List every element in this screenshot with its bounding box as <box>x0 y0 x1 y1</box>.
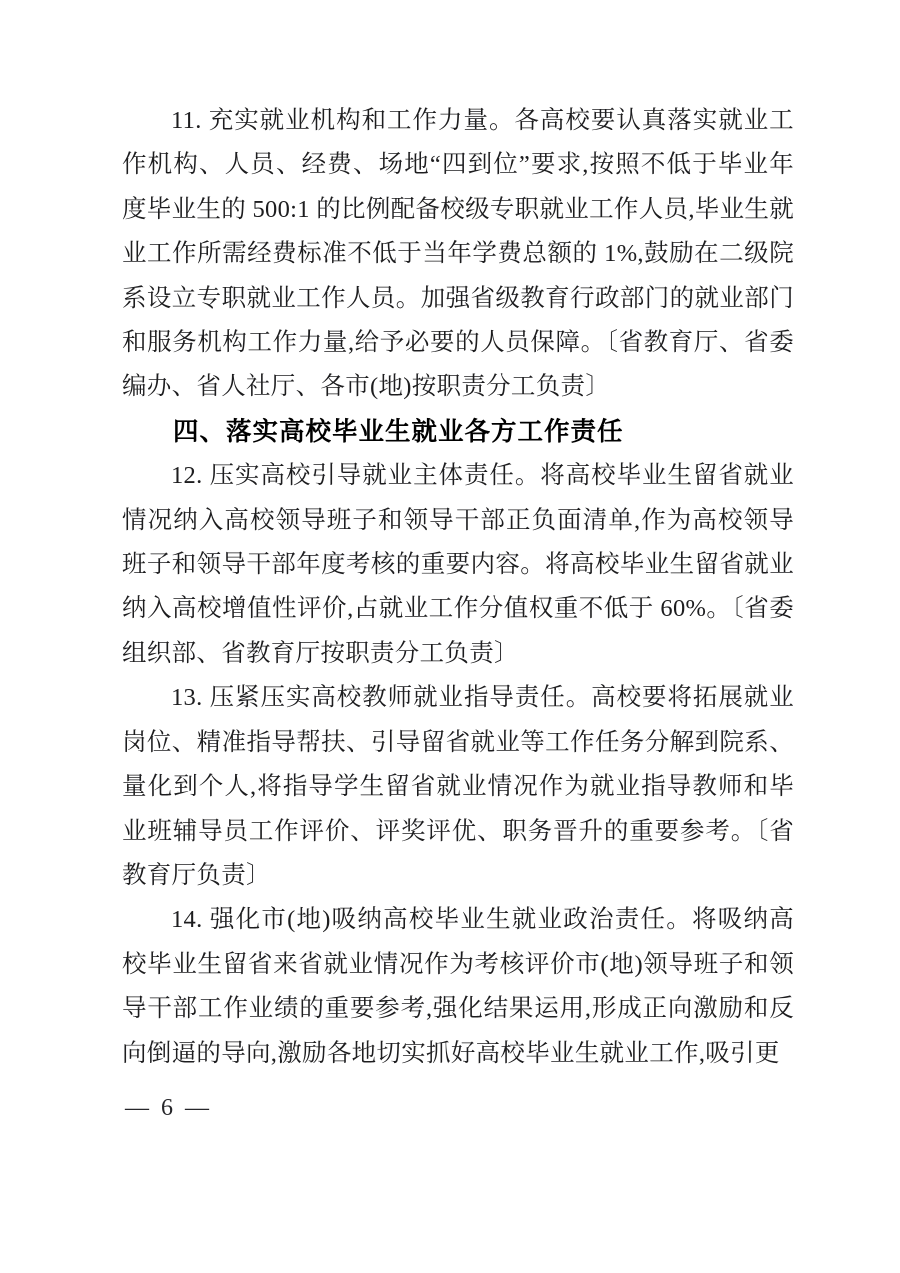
paragraph-item-14: 14. 强化市(地)吸纳高校毕业生就业政治责任。将吸纳高校毕业生留省来省就业情况作为考核评价市(地)领导班子和领导干部工作业绩的重要参考,强化结果运用,形成正向激励和反向倒逼的导向,激励各地切实抓好高校毕业生就业工作,吸引更 <box>122 906 794 1067</box>
paragraph-item-13: 13. 压紧压实高校教师就业指导责任。高校要将拓展就业岗位、精准指导帮扶、引导留省就业等工作任务分解到院系、量化到个人,将指导学生留省就业情况作为就业指导教师和毕业班辅导员工作评价、评奖评优、职务晋升的重要参考。〔省教育厅负责〕 <box>122 684 794 889</box>
section-heading-4: 四、落实高校毕业生就业各方工作责任 <box>173 417 624 446</box>
paragraph-item-11: 11. 充实就业机构和工作力量。各高校要认真落实就业工作机构、人员、经费、场地“四到位”要求,按照不低于毕业年度毕业生的 500:1 的比例配备校级专职就业工作人员,毕业生就业工作所需经费标准不低于当年学费总额的 1%,鼓励在二级院系设立专职就业工作人员。加强省级教育行政部门的就业部门和服务机构工作力量,给予必要的人员保障。〔省教育厅、省委编办、省人社厅、各市(地)按职责分工负责〕 <box>122 107 794 401</box>
page-number: — 6 — <box>125 1095 212 1121</box>
document-body <box>122 99 794 1076</box>
paragraph-item-12: 12. 压实高校引导就业主体责任。将高校毕业生留省就业情况纳入高校领导班子和领导干部正负面清单,作为高校领导班子和领导干部年度考核的重要内容。将高校毕业生留省就业纳入高校增值性评价,占就业工作分值权重不低于 60%。〔省委组织部、省教育厅按职责分工负责〕 <box>122 462 794 667</box>
